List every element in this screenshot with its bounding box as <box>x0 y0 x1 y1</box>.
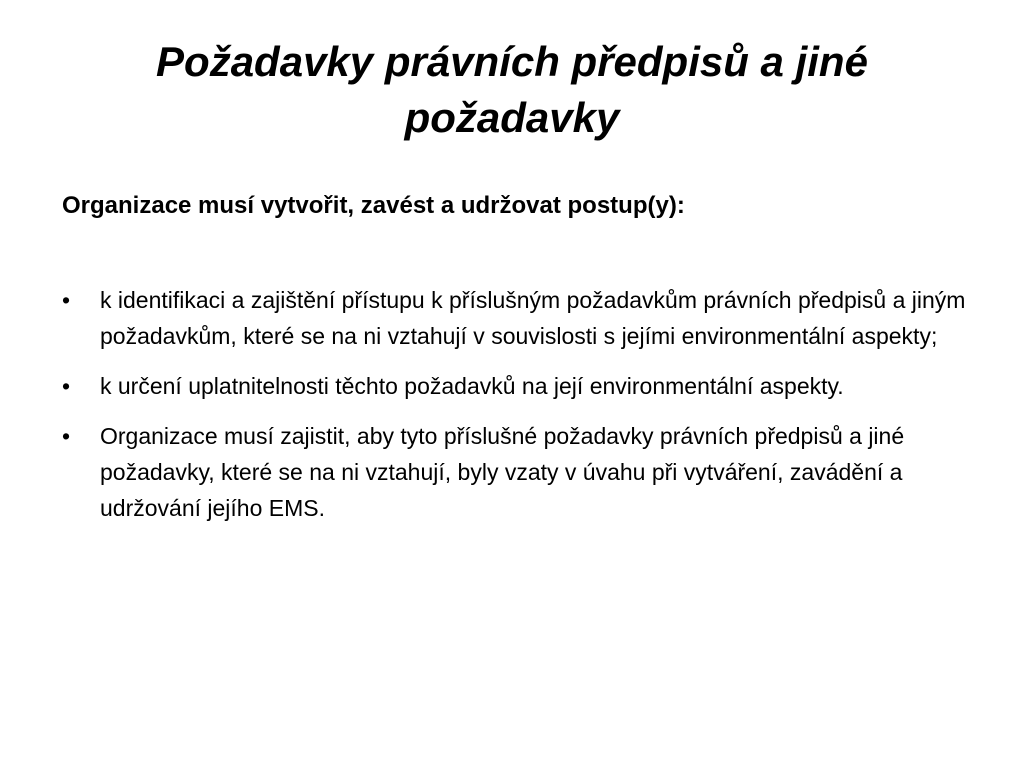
bullet-item <box>62 418 972 526</box>
bullet-icon: • <box>62 373 71 399</box>
bullet-text: Organizace musí zajistit, aby tyto příslušné požadavky právních předpisů a jiné požadavky, které se na ni vztahují, byly vzaty v úvahu při vytváření, zavádění a udržování jejího EMS. <box>100 423 905 521</box>
bullet-item <box>62 282 972 354</box>
bullet-text: k identifikaci a zajištění přístupu k příslušným požadavkům právních předpisů a jiným požadavkům, které se na ni vztahují v souvislosti s jejími environmentální aspekty; <box>100 287 966 349</box>
bullet-text: k určení uplatnitelnosti těchto požadavků na její environmentální aspekty. <box>100 373 844 399</box>
bullet-list <box>62 282 972 540</box>
bullet-icon: • <box>62 423 71 449</box>
slide-subtitle: Organizace musí vytvořit, zavést a udržovat postup(y): <box>62 192 685 219</box>
bullet-icon: • <box>62 287 71 313</box>
slide-title: Požadavky právních předpisů a jiné požadavky <box>156 38 868 141</box>
bullet-item <box>62 368 972 404</box>
